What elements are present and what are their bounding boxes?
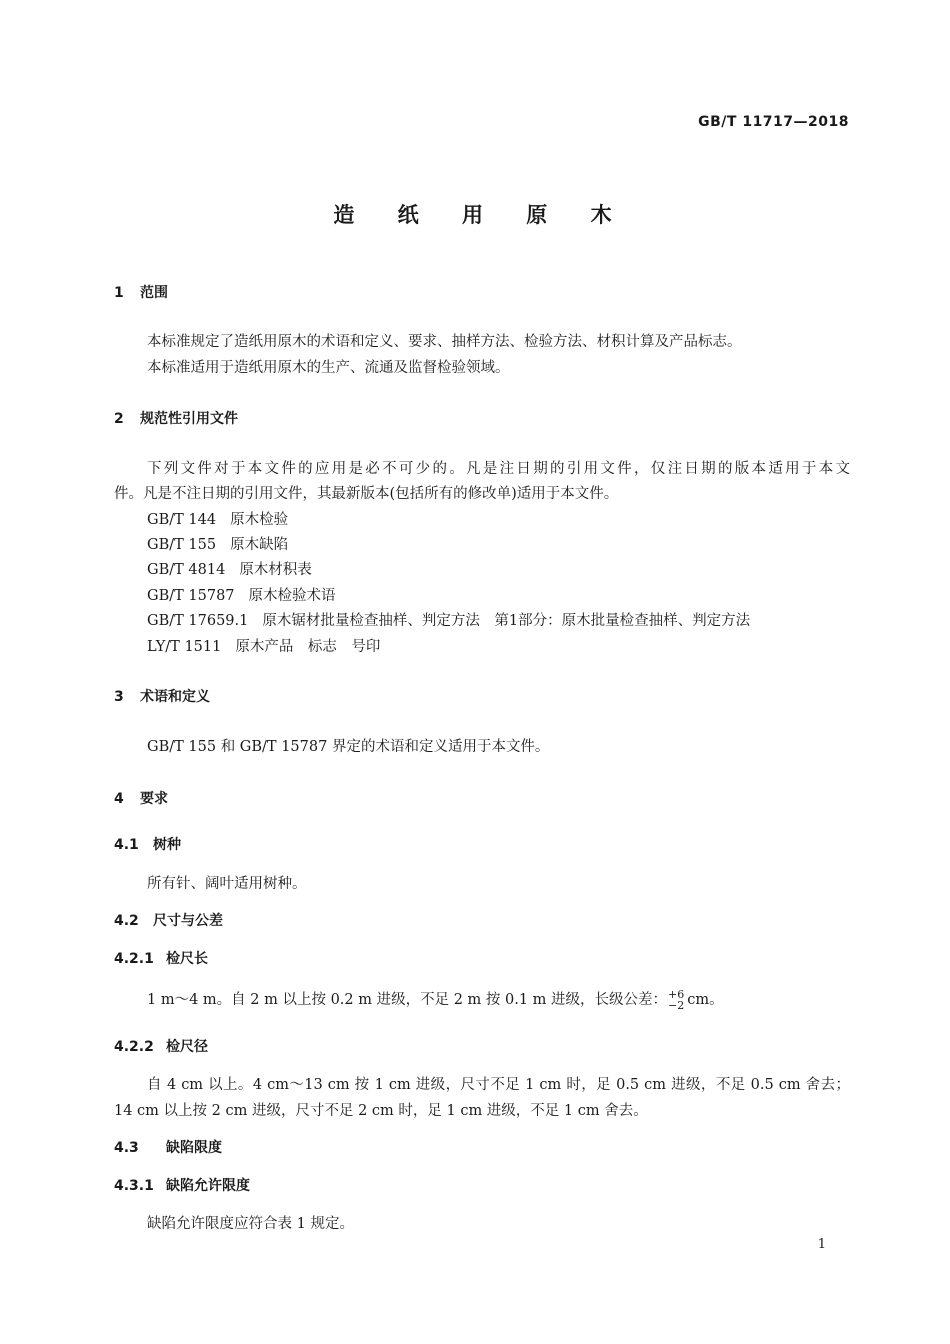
paragraph-line: 自 4 cm 以上。4 cm～13 cm 按 1 cm 进级，尺寸不足 1 cm 时，足 0.5 cm 进级，不足 0.5 cm 舍去；	[147, 1077, 850, 1093]
section-title: 检尺径	[166, 1039, 208, 1055]
section-title: 规范性引用文件	[140, 411, 238, 427]
reference-code: LY/T 1511	[147, 639, 222, 655]
reference-code: GB/T 17659.1	[147, 613, 249, 629]
section-number: 2	[114, 411, 124, 427]
reference-name: 原木缺陷	[230, 537, 289, 553]
section-number: 4.2.1	[114, 951, 154, 967]
section-number: 4.1	[114, 837, 139, 853]
tolerance-lower: −2	[668, 999, 685, 1012]
section-number: 4.2	[114, 913, 139, 929]
reference-item	[147, 584, 336, 605]
section-title: 范围	[140, 285, 168, 301]
section-title: 缺陷允许限度	[166, 1178, 250, 1194]
reference-name: 原木产品 标志 号印	[235, 639, 381, 655]
section-title: 术语和定义	[140, 689, 210, 705]
page-number: 1	[817, 1237, 826, 1252]
section-number: 4.3.1	[114, 1178, 154, 1194]
section-4-3-heading	[114, 1137, 222, 1157]
reference-item	[147, 558, 312, 579]
reference-item	[147, 533, 288, 554]
reference-code: GB/T 155	[147, 537, 217, 553]
standard-number: GB/T 11717—2018	[698, 114, 849, 130]
paragraph: 所有针、阔叶适用树种。	[147, 876, 307, 892]
paragraph: 本标准规定了造纸用原木的术语和定义、要求、抽样方法、检验方法、材积计算及产品标志。	[147, 334, 742, 350]
reference-item	[147, 609, 750, 630]
section-number: 1	[114, 285, 124, 301]
tolerance	[668, 989, 684, 1011]
unit-text: cm。	[687, 992, 724, 1008]
section-title: 检尺长	[166, 951, 208, 967]
reference-code: GB/T 4814	[147, 562, 226, 578]
reference-item	[147, 635, 380, 656]
reference-name: 原木检验	[230, 512, 289, 528]
section-title: 尺寸与公差	[153, 913, 223, 929]
section-number: 4.2.2	[114, 1039, 154, 1055]
reference-code: GB/T 144	[147, 512, 217, 528]
reference-name: 原木材积表	[239, 562, 312, 578]
reference-code: GB/T 15787	[147, 588, 235, 604]
reference-name: 原木检验术语	[248, 588, 336, 604]
section-number: 4	[114, 791, 124, 807]
section-4-2-heading	[114, 910, 223, 930]
section-4-heading	[114, 788, 168, 808]
length-text: 1 m～4 m。自 2 m 以上按 0.2 m 进级，不足 2 m 按 0.1 m 进级，长级公差：	[147, 992, 668, 1008]
section-3-heading	[114, 686, 210, 706]
section-title: 缺陷限度	[166, 1140, 222, 1156]
section-1-heading	[114, 282, 168, 302]
paragraph: 本标准适用于造纸用原木的生产、流通及监督检验领域。	[147, 360, 510, 376]
paragraph-line: 14 cm 以上按 2 cm 进级，尺寸不足 2 cm 时，足 1 cm 进级，不足 1 cm 舍去。	[114, 1103, 648, 1119]
section-4-3-1-heading	[114, 1175, 250, 1195]
tolerance-upper: +6	[668, 988, 685, 1001]
section-title: 要求	[140, 791, 168, 807]
reference-item	[147, 508, 288, 529]
paragraph-line: 件。凡是不注日期的引用文件，其最新版本(包括所有的修改单)适用于本文件。	[114, 486, 619, 502]
paragraph	[147, 988, 724, 1011]
section-number: 4.3	[114, 1140, 139, 1156]
section-4-1-heading	[114, 834, 181, 854]
reference-name: 原木锯材批量检查抽样、判定方法 第1部分：原木批量检查抽样、判定方法	[262, 613, 751, 629]
paragraph: GB/T 155 和 GB/T 15787 界定的术语和定义适用于本文件。	[147, 739, 550, 755]
section-number: 3	[114, 689, 124, 705]
section-4-2-2-heading	[114, 1036, 208, 1056]
paragraph-line: 下列文件对于本文件的应用是必不可少的。凡是注日期的引用文件，仅注日期的版本适用于本文	[147, 461, 850, 477]
document-title: 造 纸 用 原 木	[333, 203, 630, 227]
section-4-2-1-heading	[114, 948, 208, 968]
paragraph: 缺陷允许限度应符合表 1 规定。	[147, 1216, 354, 1232]
section-2-heading	[114, 408, 238, 428]
section-title: 树种	[153, 837, 181, 853]
